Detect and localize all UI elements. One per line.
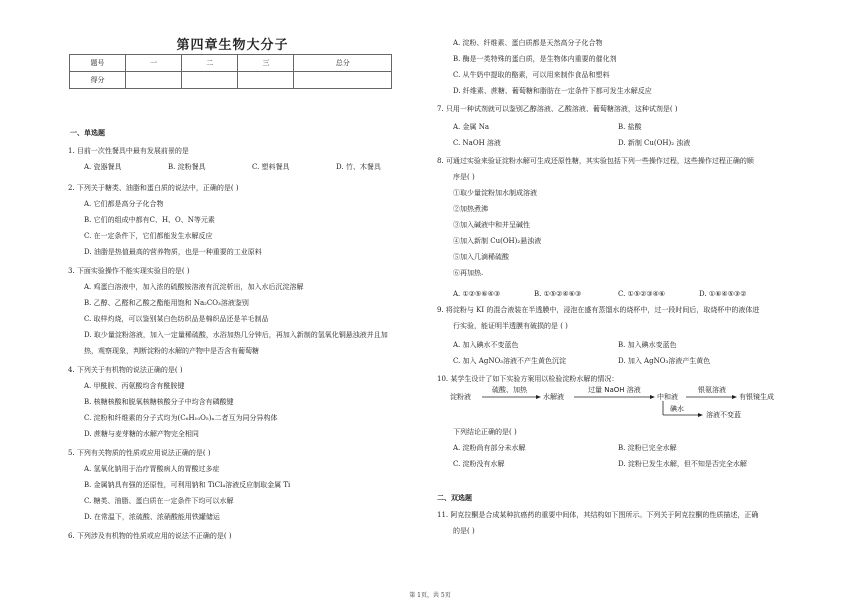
answer-option: A. 加入碘水不变蓝色 — [453, 341, 519, 349]
question-line: 8. 可通过实验来验证淀粉水解可生成还原性糖，其实验包括下列一些操作过程，这些操作过程正确的顺 — [437, 157, 754, 165]
answer-option: A. 瓷器餐具 — [84, 163, 122, 171]
question-line: B. 它们的组成中都有C、H、O、N等元素 — [84, 216, 215, 224]
question-line: B. 酶是一类特殊的蛋白质，是生物体内重要的催化剂 — [453, 55, 617, 63]
question-line: ⑤加入几滴稀硫酸 — [453, 253, 509, 261]
score-header-cell: 三 — [238, 55, 294, 72]
question-line: B. 乙醇、乙醛和乙酸之酯能用饱和 Na₂CO₃溶液鉴别 — [84, 299, 249, 307]
question-line: 行实验，能证明半透膜有破损的是 ( ) — [453, 322, 568, 330]
answer-option: C. 加入 AgNO₃溶液不产生黄色沉淀 — [453, 357, 566, 365]
question-line: A. 淀粉、纤维素、蛋白质都是天然高分子化合物 — [453, 39, 603, 47]
answer-option: D. 新制 Cu(OH)₂ 浊液 — [618, 139, 691, 147]
question-line: 7. 只用一种试剂就可以鉴别乙醇溶液、乙酸溶液、葡萄糖溶液，这种试剂是( ) — [437, 105, 678, 113]
score-cell[interactable] — [294, 72, 392, 89]
question-line: 9. 将淀粉与 KI 的混合液装在半透膜中，浸泡在盛有蒸馏水的烧杯中，过一段时间后，取烧杯中的液体进 — [437, 306, 760, 314]
question-line: B. 核糖核酸和脱氧核糖核酸分子中均含有磷酸键 — [84, 398, 234, 406]
question-line: ④加入新制 Cu(OH)₂悬浊液 — [453, 237, 542, 245]
score-header-cell: 一 — [126, 55, 182, 72]
page-footer: 第 1页，共 5页 — [409, 592, 451, 599]
question-line: 下列结论正确的是( ) — [453, 428, 517, 436]
score-cell[interactable] — [238, 72, 294, 89]
question-line: D. 取少量淀粉溶液，加入一定量稀硫酸，水浴加热几分钟后，再加入新制的氢氧化铜悬浊液并且加 — [84, 331, 388, 339]
question-line: 1. 目前一次性餐具中最有发展前景的是 — [68, 147, 189, 155]
question-line: 的是( ) — [453, 527, 475, 535]
score-table-row — [70, 72, 392, 89]
answer-option: D. 淀粉已发生水解，但不知是否完全水解 — [618, 460, 747, 468]
answer-option: D. 加入 AgNO₃溶液产生黄色 — [618, 357, 711, 365]
question-line: 3. 下面实验操作不能实现实验目的是( ) — [68, 267, 190, 275]
answer-option: C. ①⑤②③④⑥ — [618, 290, 666, 298]
question-line: ⑥再加热. — [453, 269, 484, 277]
question-line: C. 糖类、油脂、蛋白质在一定条件下均可以水解 — [84, 497, 234, 505]
question-line: C. 淀粉和纤维素的分子式均为(C₆H₁₀O₅)ₙ二者互为同分异构体 — [84, 414, 278, 422]
starch-hydrolysis-flow-diagram — [448, 385, 778, 421]
question-line: ②加热煮沸 — [453, 205, 488, 213]
flow-mid1: 水解液 — [543, 393, 564, 401]
question-line: 11. 阿克拉酮是合成某种抗癌药的重要中间体，其结构如下图所示。下列关于阿克拉酮的性质描述，正确 — [437, 511, 759, 519]
answer-option: B. 淀粉已完全水解 — [618, 444, 677, 452]
section-heading-double: 二、双选题 — [437, 493, 472, 502]
page-title: 第四章生物大分子 — [176, 38, 289, 53]
flow-arrow1-label: 硫酸、加热 — [492, 386, 527, 394]
score-header-cell: 总分 — [294, 55, 392, 72]
question-line: A. 氢氧化钠用于治疗胃酸病人的胃酸过多症 — [84, 465, 220, 473]
section-heading-single: 一、单选题 — [70, 128, 105, 137]
flow-arrow3-label: 银氨溶液 — [698, 386, 726, 394]
answer-option: B. 加入碘水变蓝色 — [618, 341, 677, 349]
question-line: 2. 下列关于糖类、油脂和蛋白质的说法中，正确的是( ) — [68, 184, 239, 192]
question-line: A. 它们都是高分子化合物 — [84, 200, 164, 208]
answer-option: A. ①②⑤⑥④③ — [453, 290, 501, 298]
answer-option: A. 淀粉尚有部分未水解 — [453, 444, 526, 452]
question-line: 热，观察现象，判断淀粉的水解的产物中是否含有葡萄糖 — [84, 347, 259, 355]
flow-start: 淀粉液 — [450, 393, 471, 401]
question-line: D. 油脂是热值最高的营养物质，也是一种重要的工业原料 — [84, 248, 262, 256]
answer-option: C. 塑料餐具 — [252, 163, 290, 171]
score-header-cell: 题号 — [70, 55, 126, 72]
question-line: C. 在一定条件下，它们都能发生水解反应 — [84, 232, 213, 240]
question-line: 5. 下列有关物质的性质或应用说法正确的是( ) — [68, 449, 211, 457]
answer-option: C. 淀粉没有水解 — [453, 460, 505, 468]
flow-end2: 溶液不变蓝 — [706, 411, 741, 419]
question-line: 6. 下列涉及有机物的性质或应用的说法不正确的是( ) — [68, 532, 232, 540]
question-line: 10. 某学生设计了如下实验方案用以检验淀粉水解的情况： — [437, 375, 619, 383]
score-table — [69, 54, 392, 89]
question-line: A. 甲酰胺、丙氨酸均含有酰胺键 — [84, 382, 185, 390]
answer-option: B. 盐酸 — [618, 123, 642, 131]
answer-option: B. 淀粉餐具 — [168, 163, 206, 171]
score-row-label: 得分 — [70, 72, 126, 89]
answer-option: D. ①⑥④⑤③② — [699, 290, 747, 298]
answer-option: B. ①⑤②④⑥③ — [534, 290, 582, 298]
score-header-cell: 二 — [182, 55, 238, 72]
question-line: C. 从牛奶中提取的酪素，可以用来制作食品和塑料 — [453, 71, 610, 79]
question-line: ③加入碱液中和并呈碱性 — [453, 221, 530, 229]
answer-option: C. NaOH 溶液 — [453, 139, 501, 147]
question-line: D. 纤维素、蔗糖、葡萄糖和脂肪在一定条件下都可发生水解反应 — [453, 87, 652, 95]
score-table-header-row — [70, 55, 392, 72]
score-cell[interactable] — [182, 72, 238, 89]
flow-arrow2-label: 过量 NaOH 溶液 — [588, 386, 641, 394]
question-line: ①取少量淀粉加水制成溶液 — [453, 189, 537, 197]
answer-option: D. 竹、木餐具 — [336, 163, 381, 171]
flow-end1: 有银镜生成 — [739, 393, 774, 401]
question-line: D. 蔗糖与麦芽糖的水解产物完全相同 — [84, 430, 199, 438]
question-line: B. 金属钠具有强的还原性，可利用钠和 TiCl₄溶液反应制取金属 Ti — [84, 481, 291, 489]
flow-mid2: 中和液 — [657, 393, 678, 401]
question-line: 序是( ) — [453, 173, 475, 181]
question-line: D. 在常温下，浓硫酸、浓硝酸能用铁罐储运 — [84, 513, 220, 521]
score-cell[interactable] — [126, 72, 182, 89]
answer-option: A. 金属 Na — [453, 123, 490, 131]
flow-arrow4-label: 碘水 — [670, 405, 684, 413]
question-line: C. 取样灼烧，可以鉴别某白色纺织品是棉织品还是羊毛制品 — [84, 315, 269, 323]
question-line: 4. 下列关于有机物的说法正确的是( ) — [68, 366, 183, 374]
question-line: A. 鸡蛋白溶液中，加入浓的硫酸铵溶液有沉淀析出，加入水后沉淀溶解 — [84, 283, 304, 291]
